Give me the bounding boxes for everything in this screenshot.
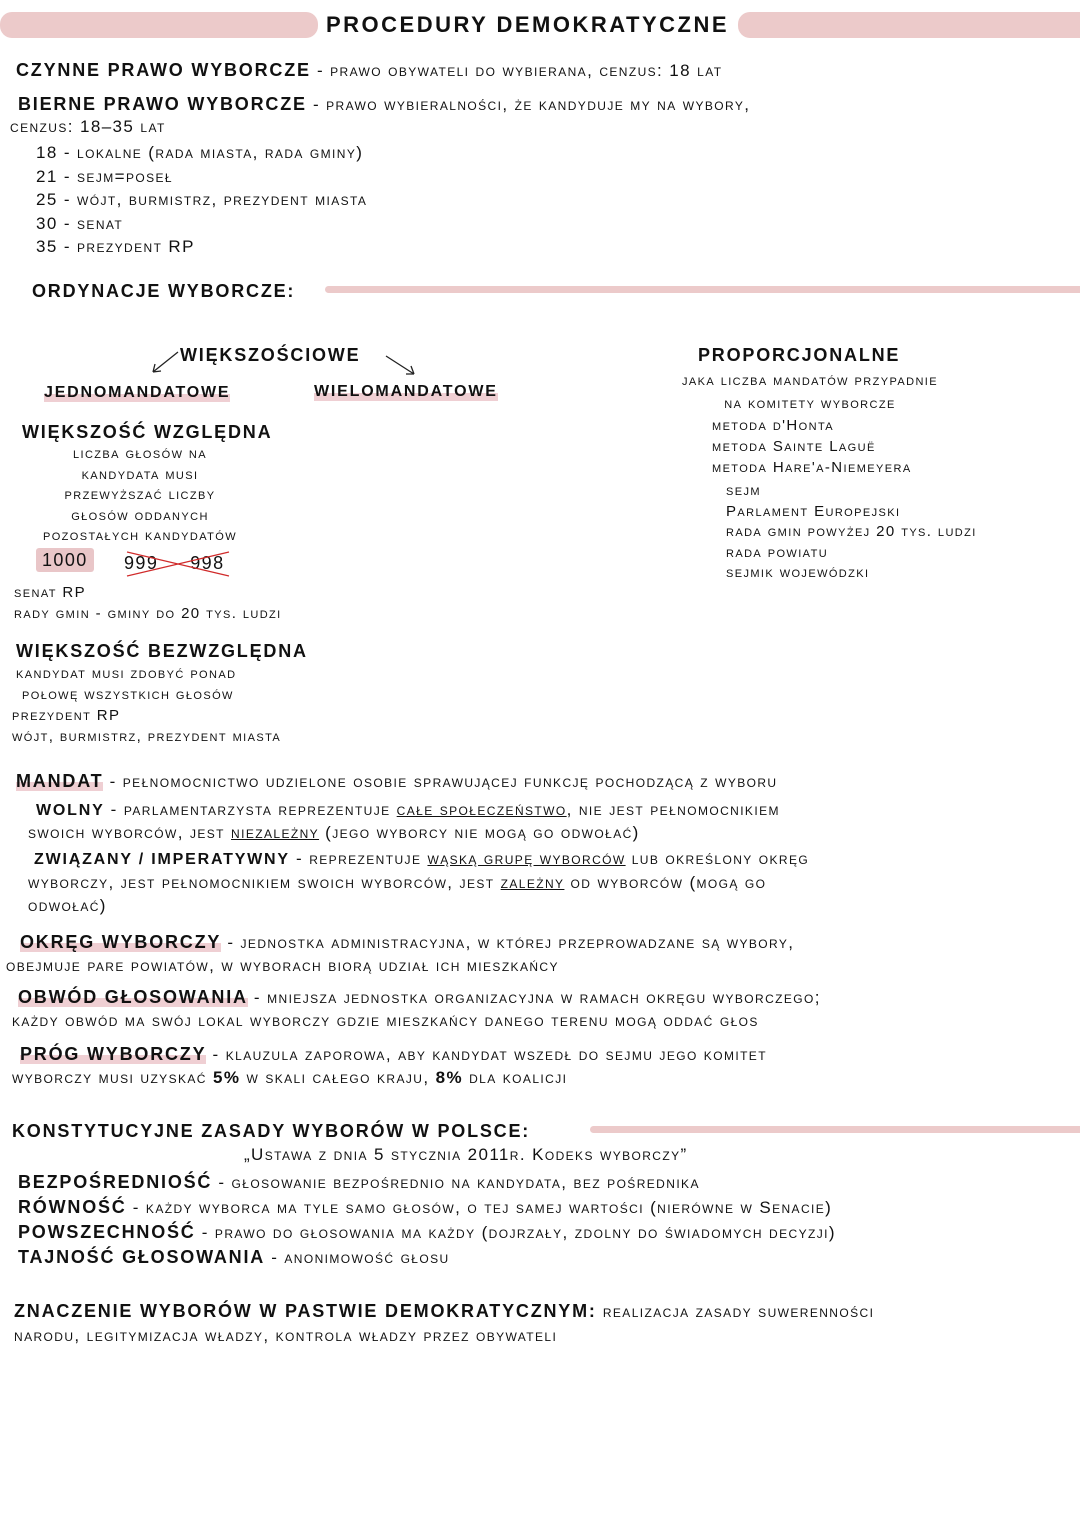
age-item [36,165,367,189]
text: w skali całego kraju, [240,1068,436,1087]
text: sejmik wojewódzki [726,564,870,581]
text: 18 [36,143,58,162]
term: BIERNE PRAWO WYBORCZE [18,94,307,114]
definition: cenzus: 18–35 lat [10,117,166,136]
text: rada gmin powyżej 20 tys. ludzi [726,523,977,540]
proporcjonalne-description [620,369,1000,415]
text [20,932,794,953]
text [14,1301,874,1322]
text: zależny [500,873,565,892]
text [18,94,750,115]
text: metoda d'Honta [712,417,835,434]
text: - sejm=poseł [63,166,173,186]
title-bar-left [0,12,318,38]
age-item [36,212,367,236]
text: - parlamentarzysta reprezentuje [110,800,397,819]
wielomandatowe-label: WIELOMANDATOWE [314,383,498,400]
text: senat RP [14,584,87,601]
section-heading: ORDYNACJE WYBORCZE: [32,281,296,301]
text: lub określony okręg [625,849,810,868]
arrow-right-icon [382,352,422,382]
title-bar-right [738,12,1080,38]
text: - anonimowość głosu [271,1248,450,1267]
text [20,1044,767,1065]
text: - prezydent RP [63,237,195,256]
heading-rule [325,286,1080,293]
text [153,352,178,372]
mandat-zwiazany [34,849,809,869]
term: OKRĘG WYBORCZY [20,932,222,952]
text: - głosowanie bezpośrednio na kandydata, bez pośrednika [218,1173,700,1192]
section-heading: KONSTYTUCYJNE ZASADY WYBORÓW W POLSCE: [12,1121,531,1141]
text [16,771,778,792]
definition: każdy obwód ma swój lokal wyborczy gdzie mieszkańcy danego terenu mogą oddać głos [12,1011,759,1030]
term: ZNACZENIE WYBORÓW W PASTWIE DEMOKRATYCZNYM: [14,1301,597,1321]
wzgledna-description [10,444,270,547]
text: przewyższać liczby [64,486,216,503]
arrow-left-icon [145,348,185,378]
age-item [36,188,367,212]
text: 35 [36,237,58,256]
text [386,356,414,374]
text: 999 [124,553,159,573]
text: 25 [36,190,58,209]
text: (jego wyborcy nie mogą go odwołać) [319,823,640,842]
wiekszosciowe-heading: WIĘKSZOŚCIOWE [180,345,361,365]
winner-votes: 1000 [36,548,94,572]
definition: - klauzula zaporowa, aby kandydat wszedł do sejmu jego komitet [212,1045,767,1064]
text: jaka liczba mandatów przypadnie [682,372,938,389]
text: niezależny [231,823,320,842]
text: całe społeczeństwo [396,800,567,819]
text: - prawo do głosowania ma każdy (dojrzały, zdolny do świadomych decyzji) [201,1223,836,1242]
text: prezydent RP [12,707,121,724]
proporcjonalne-heading: PROPORCJONALNE [698,345,901,365]
text: kandydata musi [81,465,199,483]
text: WOLNY [36,802,105,819]
text: 30 [36,213,58,233]
text: Parlament Europejski [726,502,901,520]
text: pozostałych kandydatów [42,527,238,544]
text: 8% [435,1068,463,1087]
methods-list [712,415,912,478]
text: metoda Hare'a-Niemeyera [712,459,912,476]
principle-item [18,1220,836,1245]
wzgledna-examples [14,582,282,624]
text: swoich wyborców, jest [28,823,232,842]
text [18,987,821,1008]
text: od wyborców (mogą go [564,873,767,892]
text: wójt, burmistrz, prezydent miasta [12,728,282,745]
definition: narodu, legitymizacja władzy, kontrola władzy przez obywateli [14,1326,558,1345]
text: liczba głosów na [72,445,208,462]
term: PRÓG WYBORCZY [20,1044,207,1064]
text: połowę wszystkich głosów [22,686,234,703]
principle-item [18,1195,836,1220]
text: - senat [63,213,124,233]
definition: - jednostka administracyjna, w której przeprowadzane są wybory, [227,933,795,952]
text: ZWIĄZANY / IMPERATYWNY [34,851,290,868]
definition: - mniejsza jednostka organizacyjna w ramach okręgu wyborczego; [253,988,821,1007]
text: RÓWNOŚĆ [18,1197,127,1217]
strike-cross-icon [125,548,235,578]
text: głosów oddanych [71,506,209,524]
text: wyborczy musi uzyskać [12,1068,213,1087]
age-list [36,141,367,259]
text: wąską grupę wyborców [427,849,626,868]
source-citation: „Ustawa z dnia 5 stycznia 2011r. Kodeks wyborczy” [244,1145,688,1164]
text: - każdy wyborca ma tyle samo głosów, o tej samej wartości (nierówne w Senacie) [132,1198,833,1217]
mandat-wolny-cont [28,823,640,843]
text: TAJNOŚĆ GŁOSOWANIA [18,1247,266,1267]
proporcjonalne-examples [726,481,977,584]
text: kandydat musi zdobyć ponad [16,665,237,682]
text: , nie jest pełnomocnikiem [566,800,780,819]
text: rada powiatu [726,543,829,561]
text: rady gmin - gminy do 20 tys. ludzi [14,605,282,622]
wzgledna-heading: WIĘKSZOŚĆ WZGLĘDNA [22,422,273,442]
text: - reprezentuje [296,849,428,868]
mandat-wolny [36,800,780,820]
principles-list [18,1170,836,1270]
definition: - prawo wybieralności, że kandyduje my na wybory, [312,95,751,114]
definition: obejmuje pare powiatów, w wyborach biorą udział ich mieszkańcy [6,956,559,975]
text: sejm [726,482,761,499]
text: 5% [212,1068,241,1087]
bezwzgledna-description [12,663,281,747]
text: - lokalne (rada miasta, rada gminy) [63,143,364,162]
term: OBWÓD GŁOSOWANIA [18,987,248,1007]
text: - wójt, burmistrz, prezydent miasta [63,190,368,209]
definition: - pełnomocnictwo udzielone osobie sprawującej funkcję pochodzącą z wyboru [109,772,778,791]
term: MANDAT [16,771,104,791]
text: BEZPOŚREDNIOŚĆ [18,1172,213,1192]
text: dla koalicji [462,1068,568,1087]
text: POWSZECHNOŚĆ [18,1222,196,1242]
principle-item [18,1170,836,1195]
text: na komitety wyborcze [724,395,896,412]
text: 998 [190,553,225,573]
age-item [36,141,367,165]
definition: - prawo obywateli do wybierana, cenzus: 18 lat [316,61,723,80]
text: metoda Sainte Laguë [712,438,876,455]
definition [12,1068,567,1088]
mandat-zwiazany-cont: odwołać) [28,896,107,915]
age-item [36,235,367,259]
jednomandatowe-label: JEDNOMANDATOWE [44,384,231,401]
term: CZYNNE PRAWO WYBORCZE [16,60,311,80]
text: 21 [36,166,58,186]
principle-item [18,1245,836,1270]
text: wyborczy, jest pełnomocnikiem swoich wyborców, jest [28,873,501,892]
page-title: PROCEDURY DEMOKRATYCZNE [326,12,730,37]
mandat-zwiazany-cont [28,873,766,893]
bezwzgledna-heading: WIĘKSZOŚĆ BEZWZGLĘDNA [16,641,308,661]
definition: realizacja zasady suwerenności [602,1302,875,1321]
text [16,60,722,81]
text [36,550,94,571]
heading-rule [590,1126,1080,1133]
text [127,552,229,576]
